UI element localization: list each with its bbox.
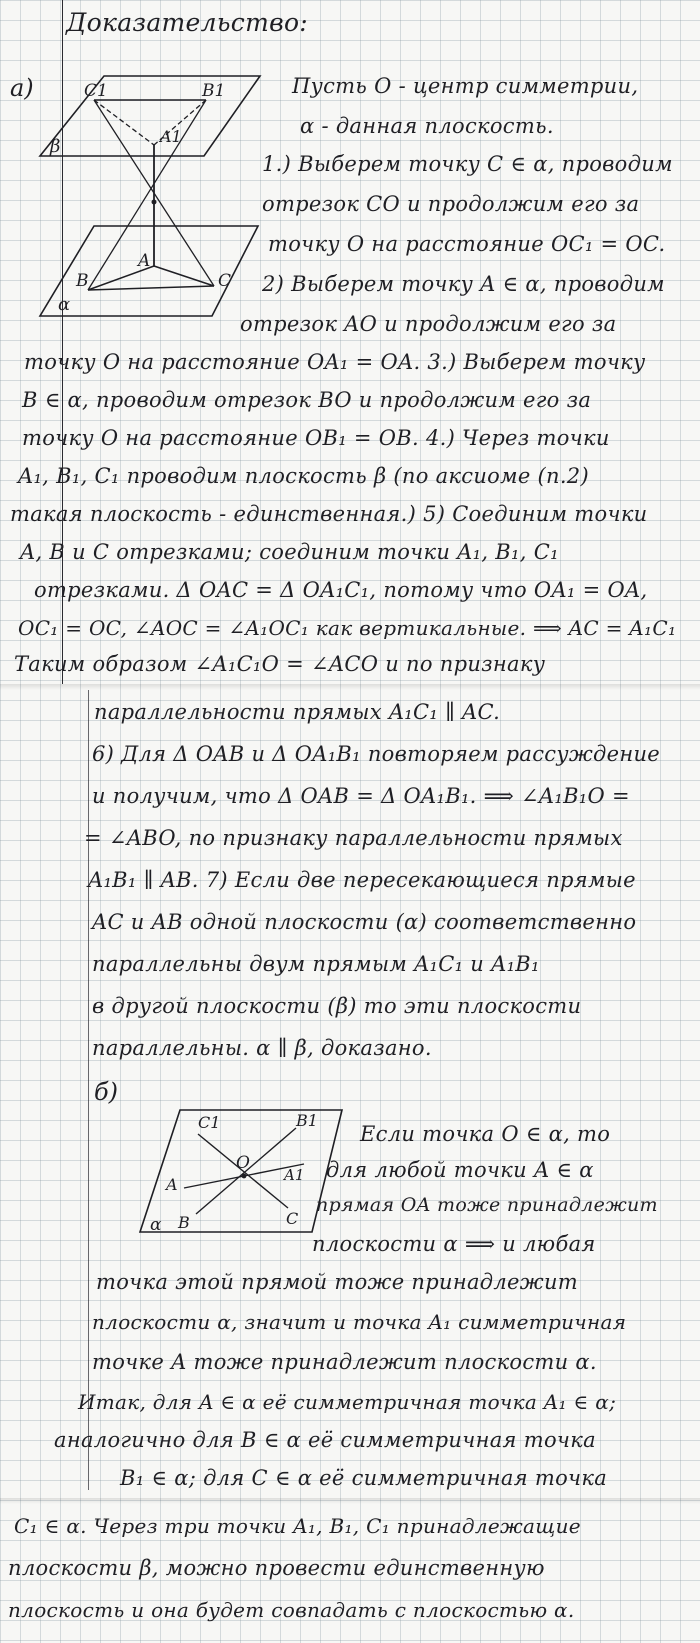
label-b-b: B — [178, 1213, 190, 1232]
figure-a-parallel-planes — [14, 70, 304, 340]
label-a: A — [138, 251, 151, 271]
part-a-line-5: такая плоскость - единственная.) 5) Соединим точки — [10, 502, 648, 526]
part-b-marker: б) — [94, 1078, 119, 1106]
label-b-o: O — [236, 1153, 250, 1173]
part-a-marker: а) — [10, 74, 34, 102]
label-a1: A1 — [160, 127, 182, 146]
label-b-a1: A1 — [284, 1166, 305, 1184]
label-b: B — [76, 271, 89, 291]
part-a-line-7: отрезками. Δ OAC = Δ OA₁C₁, потому что OA₁ = OA, — [34, 578, 648, 602]
part-b-line-5: аналогично для B ∈ α её симметричная точка — [54, 1428, 596, 1452]
part-a-line-4: A₁, B₁, C₁ проводим плоскость β (по аксиоме (п.2) — [18, 464, 589, 488]
part-a-intro-line-6: 2) Выберем точку A ∈ α, проводим — [262, 272, 665, 296]
part-a-intro-line-5: точку O на расстояние OC₁ = OC. — [268, 232, 666, 256]
part-b-line-9: плоскость и она будет совпадать с плоскостью α. — [8, 1598, 575, 1622]
part-a-line-8: OC₁ = OC, ∠AOC = ∠A₁OC₁ как вертикальные. ⟹ AC = A₁C₁ — [18, 616, 677, 640]
continuation-line-4: = ∠ABO, по признаку параллельности прямых — [84, 826, 623, 850]
part-a-line-6: A, B и C отрезками; соединим точки A₁, B₁, C₁ — [20, 540, 559, 564]
point-o-b — [242, 1174, 247, 1179]
label-alpha: α — [58, 294, 71, 315]
continuation-line-8: в другой плоскости (β) то эти плоскости — [92, 994, 582, 1018]
page-seam-bottom — [0, 1498, 700, 1504]
part-a-line-1: точку O на расстояние OA₁ = OA. 3.) Выберем точку — [24, 350, 646, 374]
label-c: C — [218, 271, 232, 291]
part-b-line-3: точке A тоже принадлежит плоскости α. — [92, 1350, 597, 1374]
part-a-intro-line-3: 1.) Выберем точку C ∈ α, проводим — [262, 152, 673, 176]
continuation-line-2: 6) Для Δ OAB и Δ OA₁B₁ повторяем рассуждение — [92, 742, 661, 766]
page-seam-top — [0, 684, 700, 690]
part-b-line-7: C₁ ∈ α. Через три точки A₁, B₁, C₁ принадлежащие — [14, 1514, 581, 1538]
continuation-line-9: параллельны. α ∥ β, доказано. — [92, 1036, 432, 1060]
part-a-intro-line-2: α - данная плоскость. — [300, 114, 554, 138]
part-b-line-4: Итак, для A ∈ α её симметричная точка A₁ ∈ α; — [78, 1390, 617, 1414]
part-a-line-2: B ∈ α, проводим отрезок BO и продолжим его за — [22, 388, 592, 412]
part-a-intro-line-7: отрезок AO и продолжим его за — [240, 312, 617, 336]
label-c1: C1 — [84, 81, 108, 101]
label-beta: β — [50, 136, 61, 157]
part-b-side-line-4: плоскости α ⟹ и любая — [312, 1232, 596, 1256]
label-b1: B1 — [202, 81, 226, 101]
figure-b-plane — [136, 1106, 356, 1236]
label-b-b1: B1 — [296, 1111, 318, 1130]
margin-line-middle — [88, 690, 89, 1490]
continuation-line-7: параллельны двум прямым A₁C₁ и A₁B₁ — [92, 952, 540, 976]
label-b-c1: C1 — [198, 1113, 221, 1132]
page-title: Доказательство: — [66, 8, 309, 37]
part-b-line-2: плоскости α, значит и точка A₁ симметричная — [92, 1310, 627, 1334]
point-o — [152, 200, 157, 205]
continuation-line-6: AC и AB одной плоскости (α) соответственно — [92, 910, 637, 934]
part-a-line-9: Таким образом ∠A₁C₁O = ∠ACO и по признаку — [14, 652, 546, 676]
part-b-line-6: B₁ ∈ α; для C ∈ α её симметричная точка — [120, 1466, 608, 1490]
label-b-a: A — [166, 1175, 178, 1194]
label-b-c: C — [286, 1209, 299, 1228]
plane-beta — [40, 76, 260, 156]
continuation-line-1: параллельности прямых A₁C₁ ∥ AC. — [94, 700, 501, 724]
label-b-alpha: α — [150, 1215, 162, 1235]
part-b-line-1: точка этой прямой тоже принадлежит — [96, 1270, 578, 1294]
continuation-line-3: и получим, что Δ OAB = Δ OA₁B₁. ⟹ ∠A₁B₁O = — [92, 784, 630, 808]
part-a-line-3: точку O на расстояние OB₁ = OB. 4.) Через точки — [22, 426, 610, 450]
part-b-line-8: плоскости β, можно провести единственную — [8, 1556, 545, 1580]
part-b-side-line-3: прямая OA тоже принадлежит — [316, 1194, 658, 1216]
part-b-side-line-2: для любой точки A ∈ α — [326, 1158, 594, 1182]
part-b-side-line-1: Если точка O ∈ α, то — [360, 1122, 611, 1146]
continuation-line-5: A₁B₁ ∥ AB. 7) Если две пересекающиеся прямые — [88, 868, 636, 892]
part-a-intro-line-1: Пусть O - центр симметрии, — [292, 74, 639, 98]
part-a-intro-line-4: отрезок CO и продолжим его за — [262, 192, 640, 216]
